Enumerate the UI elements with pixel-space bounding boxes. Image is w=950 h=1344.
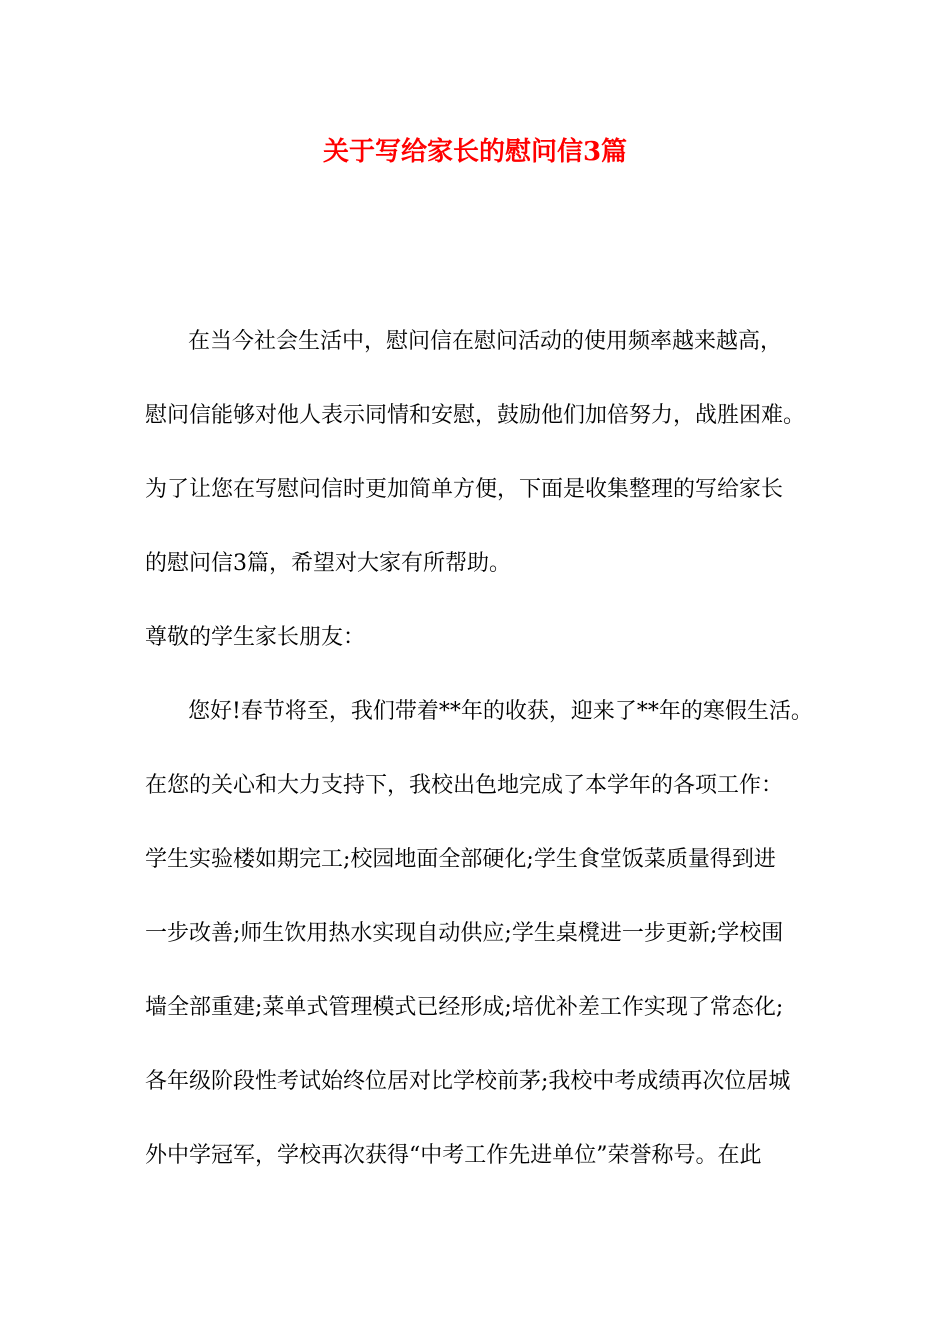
paragraph-line: 您好!春节将至，我们带着**年的收获，迎来了**年的寒假生活。 [188,699,813,724]
paragraph-line: 外中学冠军，学校再次获得“中考工作先进单位”荣誉称号。在此 [145,1143,762,1168]
paragraph-line: 在当今社会生活中，慰问信在慰问活动的使用频率越来越高， [188,329,783,354]
paragraph-line: 各年级阶段性考试始终位居对比学校前茅;我校中考成绩再次位居城 [145,1069,791,1094]
paragraph-line: 慰问信能够对他人表示同情和安慰，鼓励他们加倍努力，战胜困难。 [145,403,806,428]
paragraph-line: 一步改善;师生饮用热水实现自动供应;学生桌櫈进一步更新;学校围 [145,921,784,946]
paragraph-line: 学生实验楼如期完工;校园地面全部硬化;学生食堂饭菜质量得到进 [145,847,776,872]
salutation-line: 尊敬的学生家长朋友： [145,625,366,650]
paragraph-line: 在您的关心和大力支持下，我校出色地完成了本学年的各项工作： [145,773,784,798]
document-title: 关于写给家长的慰问信3篇 [322,137,628,167]
paragraph-line: 墙全部重建;菜单式管理模式已经形成;培优补差工作实现了常态化; [145,995,784,1020]
paragraph-line: 为了让您在写慰问信时更加简单方便，下面是收集整理的写给家长 [145,477,784,502]
paragraph-line: 的慰问信3篇，希望对大家有所帮助。 [145,551,511,576]
